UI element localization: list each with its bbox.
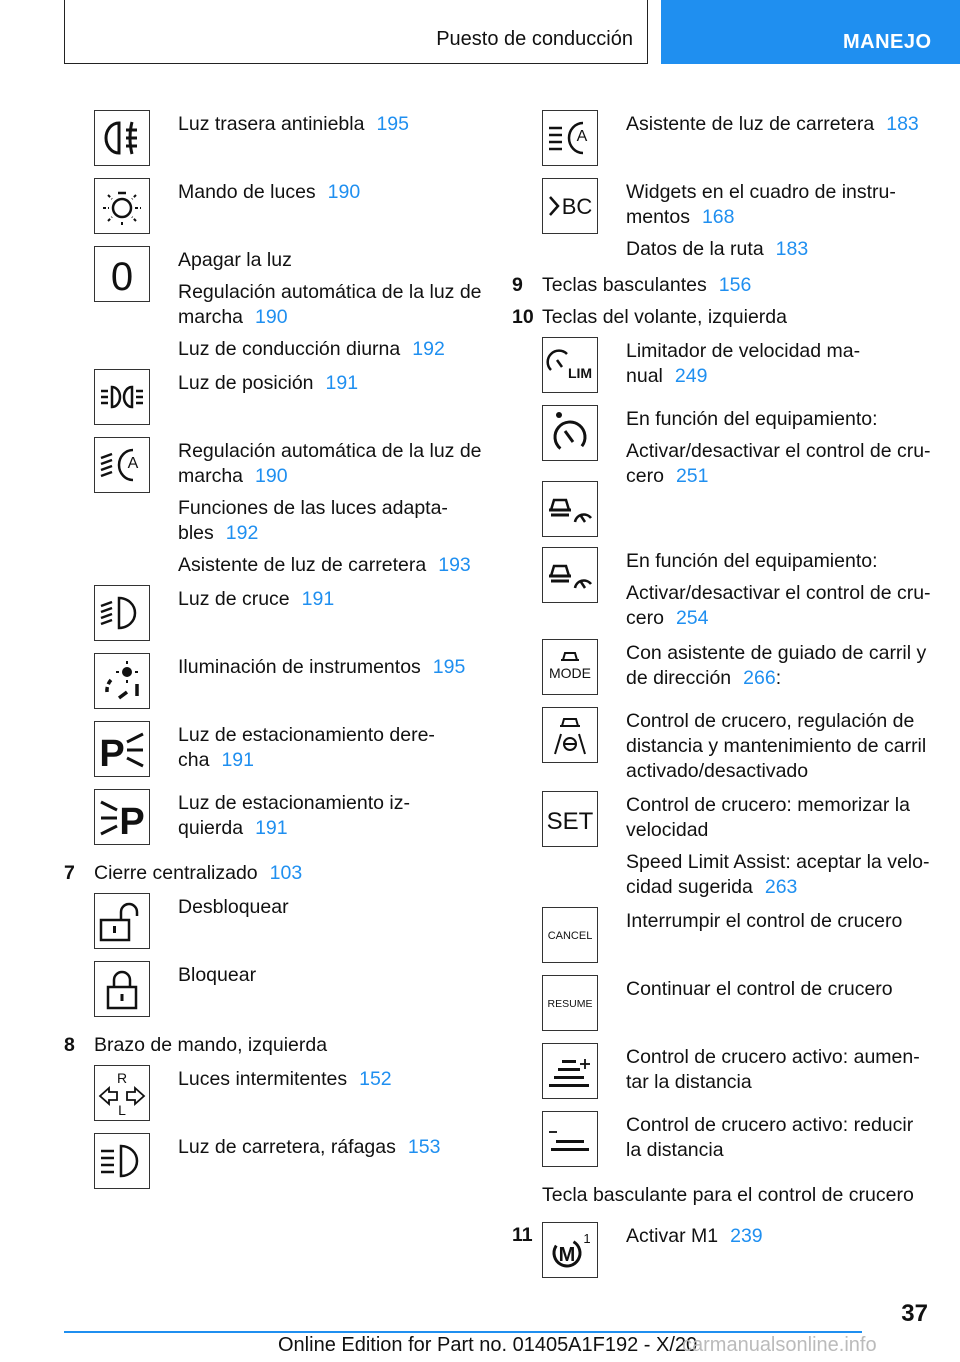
svg-text:P: P xyxy=(99,733,125,774)
numbered-item xyxy=(512,273,932,298)
distance-decrease-icon xyxy=(542,1111,598,1167)
page-ref-link[interactable]: 263 xyxy=(764,876,798,898)
instrument-lighting-icon xyxy=(94,653,150,709)
page-ref-link[interactable]: 239 xyxy=(730,1225,763,1247)
item-text: Luz de conducción diurna xyxy=(178,338,401,360)
svg-text:R: R xyxy=(116,1070,128,1086)
distance-cruise-icon xyxy=(542,481,598,537)
list-item xyxy=(64,246,496,369)
distance-increase-icon xyxy=(542,1043,598,1099)
page-ref-link[interactable]: 266 xyxy=(743,667,776,689)
right-column xyxy=(512,110,932,1290)
list-item xyxy=(64,585,496,653)
page-ref-link[interactable]: 190 xyxy=(255,465,288,487)
list-item xyxy=(512,1111,932,1179)
unlock-icon xyxy=(94,893,150,949)
item-text: Regulación automática de la luz de marcha xyxy=(178,440,482,487)
list-item xyxy=(64,369,496,437)
item-text: En función del equipamiento: xyxy=(626,550,878,572)
list-item xyxy=(512,178,932,269)
distance-cruise-icon xyxy=(542,547,598,603)
lights-off-icon xyxy=(94,246,150,302)
set-button-icon xyxy=(542,791,598,847)
item-text: Widgets en el cuadro de instrumentos xyxy=(626,181,896,228)
page-ref-link[interactable]: 195 xyxy=(432,656,466,678)
item-text: Teclas basculantes xyxy=(542,274,707,296)
list-item xyxy=(64,1133,496,1201)
item-text: Asistente de luz de carretera xyxy=(178,554,427,576)
item-number: 8 xyxy=(64,1034,75,1056)
header-chapter-box xyxy=(661,0,960,64)
item-text: Continuar el control de crucero xyxy=(626,978,893,1000)
svg-text:A: A xyxy=(127,455,139,472)
list-item xyxy=(512,791,932,907)
section-title: Puesto de conducción xyxy=(436,28,633,50)
item-text: Asistente de luz de carretera xyxy=(626,113,875,135)
page-ref-link[interactable]: 152 xyxy=(359,1068,392,1090)
icon-stack xyxy=(512,405,598,537)
page-ref-link[interactable]: 103 xyxy=(269,862,303,884)
item-text: Interrumpir el control de crucero xyxy=(626,910,903,932)
page-ref-link[interactable]: 190 xyxy=(327,181,361,203)
item-number: 7 xyxy=(64,862,75,884)
page-ref-link[interactable]: 254 xyxy=(675,607,709,629)
high-beam-assistant-icon xyxy=(542,110,598,166)
item-text: Control de crucero, regulación de distancia y mantenimiento de carril activado/desactivado xyxy=(626,710,927,782)
svg-text:M: M xyxy=(558,1244,576,1266)
list-item xyxy=(64,893,496,961)
item-text: Bloquear xyxy=(178,964,257,986)
item-text: Mando de luces xyxy=(178,181,316,203)
item-text: Luces intermitentes xyxy=(178,1068,348,1090)
list-item xyxy=(64,437,496,585)
parking-light-right-icon xyxy=(94,721,150,777)
list-item xyxy=(512,707,932,791)
page-ref-link[interactable]: 190 xyxy=(255,306,288,328)
left-column xyxy=(64,110,496,1201)
page-ref-link[interactable]: 193 xyxy=(438,554,471,576)
high-beam-icon xyxy=(94,1133,150,1189)
mode-button-icon xyxy=(542,639,598,695)
parking-light-left-icon xyxy=(94,789,150,845)
item-text: Activar/desactivar el control de crucero xyxy=(626,582,931,629)
item-text: Luz de estacionamiento derecha xyxy=(178,724,435,771)
item-text: Luz de estacionamiento izquierda xyxy=(178,792,410,839)
item-text: Control de crucero activo: aumentar la distancia xyxy=(626,1046,920,1093)
item-number: 10 xyxy=(512,306,534,328)
page-ref-link[interactable]: 192 xyxy=(412,338,445,360)
rear-fog-light-icon xyxy=(94,110,150,166)
page-ref-link[interactable]: 251 xyxy=(675,465,709,487)
item-text: Control de crucero activo: reducir la distancia xyxy=(626,1114,914,1161)
list-item xyxy=(512,405,932,547)
page-ref-link[interactable]: 153 xyxy=(407,1136,441,1158)
numbered-item xyxy=(64,861,496,886)
list-item xyxy=(512,639,932,707)
chapter-title: MANEJO xyxy=(843,31,932,53)
item-text: Apagar la luz xyxy=(178,249,292,271)
list-item xyxy=(512,337,932,405)
svg-text:1: 1 xyxy=(583,1231,591,1246)
caption: Tecla basculante para el control de crucero xyxy=(542,1184,914,1206)
turn-signal-icon xyxy=(94,1065,150,1121)
item-number: 9 xyxy=(512,274,523,296)
page-ref-link[interactable]: 183 xyxy=(775,238,809,260)
item-text: Luz de cruce xyxy=(178,588,290,610)
page-ref-link[interactable]: 156 xyxy=(718,274,752,296)
page-ref-link[interactable]: 183 xyxy=(886,113,919,135)
list-item xyxy=(64,653,496,721)
page-ref-link[interactable]: 168 xyxy=(701,206,735,228)
list-item xyxy=(64,721,496,789)
list-item xyxy=(64,110,496,178)
svg-text:MODE: MODE xyxy=(549,665,591,681)
list-item xyxy=(64,178,496,246)
item-text: Datos de la ruta xyxy=(626,238,764,260)
svg-text:0: 0 xyxy=(110,255,134,299)
item-text: Luz de posición xyxy=(178,372,314,394)
page-ref-link[interactable]: 191 xyxy=(301,588,335,610)
watermark: carmanualsonline.info xyxy=(682,1334,877,1356)
speed-limiter-icon xyxy=(542,337,598,393)
svg-text:A: A xyxy=(576,128,588,145)
item-text: Con asistente de guiado de carril y de dirección xyxy=(626,642,927,689)
item-text: Limitador de velocidad manual xyxy=(626,340,861,387)
page-ref-link[interactable]: 249 xyxy=(674,365,708,387)
lock-icon xyxy=(94,961,150,1017)
list-item xyxy=(512,975,932,1043)
svg-text:L: L xyxy=(118,1102,126,1118)
m1-button-icon xyxy=(542,1222,598,1278)
list-item xyxy=(512,110,932,178)
svg-text:CANCEL: CANCEL xyxy=(547,930,593,942)
page-number: 37 xyxy=(901,1300,928,1327)
lane-keeping-icon xyxy=(542,707,598,763)
auto-headlight-icon xyxy=(94,437,150,493)
item-text: Luz de carretera, ráfagas xyxy=(178,1136,396,1158)
list-item xyxy=(64,1065,496,1133)
item-text: Brazo de mando, izquierda xyxy=(94,1034,328,1056)
item-text: Funciones de las luces adaptables xyxy=(178,497,448,544)
item-text: Luz trasera antiniebla xyxy=(178,113,365,135)
numbered-item xyxy=(64,1033,496,1058)
item-text: Activar M1 xyxy=(626,1225,719,1247)
page-ref-link[interactable]: 191 xyxy=(325,372,359,394)
list-item xyxy=(64,961,496,1029)
svg-text:BC: BC xyxy=(561,194,593,219)
item-suffix: : xyxy=(775,667,782,689)
light-bulb-icon xyxy=(94,178,150,234)
numbered-item xyxy=(512,1222,932,1290)
item-text: Desbloquear xyxy=(178,896,289,918)
item-text: Regulación automática de la luz de marcha xyxy=(178,281,482,328)
item-text: Teclas del volante, izquierda xyxy=(542,306,787,328)
svg-text:SET: SET xyxy=(546,808,594,835)
page-ref-link[interactable]: 191 xyxy=(255,817,288,839)
resume-button-icon xyxy=(542,975,598,1031)
cruise-control-icon xyxy=(542,405,598,461)
bc-button-icon xyxy=(542,178,598,234)
list-item xyxy=(64,789,496,857)
svg-text:RESUME: RESUME xyxy=(547,998,593,1010)
item-text: Activar/desactivar el control de crucero xyxy=(626,440,931,487)
item-text: Speed Limit Assist: aceptar la velocidad sugerida xyxy=(626,851,930,898)
item-text: Control de crucero: memorizar la velocidad xyxy=(626,794,910,841)
cancel-button-icon xyxy=(542,907,598,963)
list-item xyxy=(512,1043,932,1111)
page-ref-link[interactable]: 191 xyxy=(221,749,254,771)
page-ref-link[interactable]: 195 xyxy=(376,113,409,135)
list-item xyxy=(512,547,932,639)
item-text: Cierre centralizado xyxy=(94,862,258,884)
svg-text:LIM: LIM xyxy=(567,365,593,381)
item-text: Iluminación de instrumentos xyxy=(178,656,421,678)
page-ref-link[interactable]: 192 xyxy=(225,522,259,544)
footer-edition: Online Edition for Part no. 01405A1F192 - X/20 xyxy=(278,1334,698,1356)
list-item xyxy=(512,907,932,975)
item-text: En función del equipamiento: xyxy=(626,408,878,430)
svg-text:P: P xyxy=(119,801,145,842)
parking-light-icon xyxy=(94,369,150,425)
item-number: 11 xyxy=(512,1224,533,1246)
low-beam-icon xyxy=(94,585,150,641)
header-section-box xyxy=(64,0,648,64)
footer-divider xyxy=(64,1331,862,1333)
numbered-item xyxy=(512,305,932,330)
